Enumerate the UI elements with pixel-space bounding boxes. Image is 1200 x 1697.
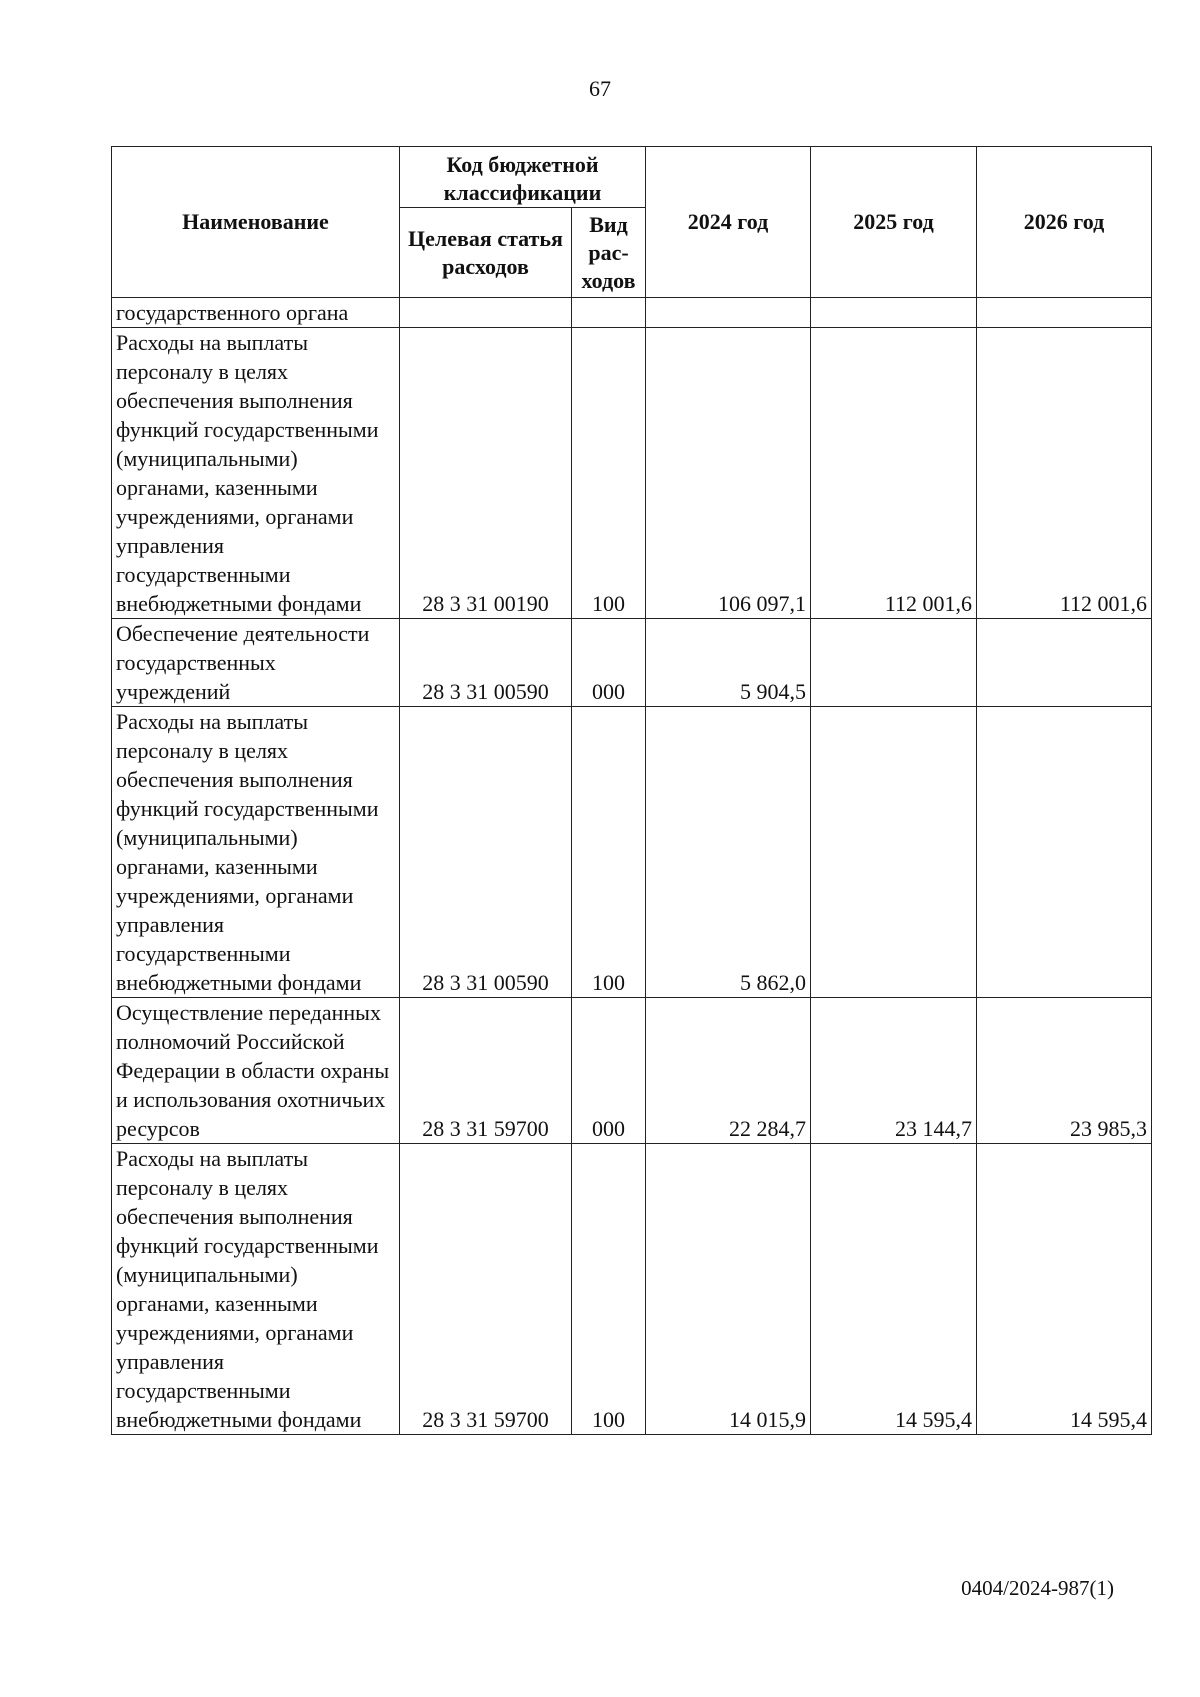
row-kind: 100 bbox=[572, 328, 646, 619]
row-2026 bbox=[977, 619, 1152, 707]
row-name: Расходы на выплаты персоналу в целях обеспечения выполнения функций государственными (муниципальными) органами, казенными учреждениями, органами управления государственными внебюджетными фондами bbox=[112, 707, 400, 998]
header-target: Целевая статья расходов bbox=[400, 208, 572, 298]
row-2024: 22 284,7 bbox=[646, 998, 811, 1144]
row-2024 bbox=[646, 298, 811, 328]
row-2025 bbox=[811, 298, 977, 328]
header-kind: Вид рас-ходов bbox=[572, 208, 646, 298]
header-2026: 2026 год bbox=[977, 147, 1152, 298]
row-2024: 5 904,5 bbox=[646, 619, 811, 707]
row-target: 28 3 31 59700 bbox=[400, 998, 572, 1144]
row-2025 bbox=[811, 707, 977, 998]
row-2026: 112 001,6 bbox=[977, 328, 1152, 619]
row-2025: 112 001,6 bbox=[811, 328, 977, 619]
document-code: 0404/2024-987(1) bbox=[961, 1576, 1114, 1600]
row-2026: 14 595,4 bbox=[977, 1144, 1152, 1435]
row-target: 28 3 31 00590 bbox=[400, 707, 572, 998]
table-row bbox=[112, 619, 1152, 707]
row-name: Обеспечение деятельности государственных учреждений bbox=[112, 619, 400, 707]
row-2025: 23 144,7 bbox=[811, 998, 977, 1144]
row-kind: 100 bbox=[572, 1144, 646, 1435]
row-2026 bbox=[977, 298, 1152, 328]
row-target bbox=[400, 298, 572, 328]
row-2026: 23 985,3 bbox=[977, 998, 1152, 1144]
header-2025: 2025 год bbox=[811, 147, 977, 298]
row-name: Осуществление переданных полномочий Российской Федерации в области охраны и использования охотничьих ресурсов bbox=[112, 998, 400, 1144]
row-kind: 100 bbox=[572, 707, 646, 998]
header-2024: 2024 год bbox=[646, 147, 811, 298]
row-target: 28 3 31 59700 bbox=[400, 1144, 572, 1435]
row-name: государственного органа bbox=[112, 298, 400, 328]
row-kind: 000 bbox=[572, 619, 646, 707]
row-2024: 14 015,9 bbox=[646, 1144, 811, 1435]
row-kind bbox=[572, 298, 646, 328]
table-row bbox=[112, 707, 1152, 998]
row-2024: 5 862,0 bbox=[646, 707, 811, 998]
row-2025: 14 595,4 bbox=[811, 1144, 977, 1435]
row-target: 28 3 31 00590 bbox=[400, 619, 572, 707]
header-bk-group: Код бюджетной классификации bbox=[400, 147, 646, 208]
row-2024: 106 097,1 bbox=[646, 328, 811, 619]
row-name: Расходы на выплаты персоналу в целях обеспечения выполнения функций государственными (муниципальными) органами, казенными учреждениями, органами управления государственными внебюджетными фондами bbox=[112, 328, 400, 619]
row-name: Расходы на выплаты персоналу в целях обеспечения выполнения функций государственными (муниципальными) органами, казенными учреждениями, органами управления государственными внебюджетными фондами bbox=[112, 1144, 400, 1435]
page-number: 67 bbox=[589, 76, 611, 101]
row-target: 28 3 31 00190 bbox=[400, 328, 572, 619]
table-row bbox=[112, 1144, 1152, 1435]
table-row bbox=[112, 298, 1152, 328]
row-2025 bbox=[811, 619, 977, 707]
table-row bbox=[112, 328, 1152, 619]
header-name: Наименование bbox=[112, 147, 400, 298]
row-kind: 000 bbox=[572, 998, 646, 1144]
budget-table bbox=[111, 146, 1152, 1435]
table-row bbox=[112, 998, 1152, 1144]
row-2026 bbox=[977, 707, 1152, 998]
